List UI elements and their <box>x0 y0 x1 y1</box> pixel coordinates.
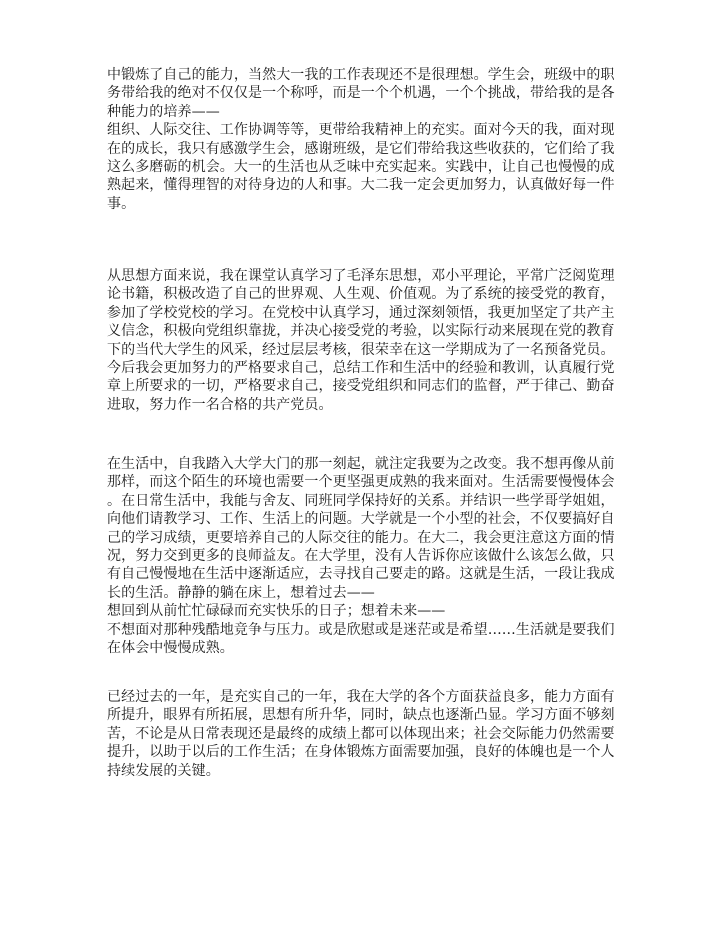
text-line: 熟起来，懂得理智的对待身边的人和事。大二我一定会更加努力，认真做好每一件 <box>107 177 615 194</box>
text-line: 进取，努力作一名合格的共产党员。 <box>107 396 333 413</box>
text-line: 长的生活。静静的躺在床上，想着过去—— <box>107 584 375 601</box>
text-line: 己的学习成绩，更要培养自己的人际交往的能力。在大二，我会更注意这方面的情 <box>107 529 615 546</box>
text-line: 从思想方面来说，我在课堂认真学习了毛泽东思想，邓小平理论，平常广泛阅览理 <box>107 268 615 284</box>
text-line: 下的当代大学生的风采，经过层层考核，很荣幸在这一学期成为了一名预备党员。 <box>107 341 615 358</box>
text-line: 事。 <box>107 195 136 212</box>
text-line: 持续发展的关键。 <box>107 762 220 779</box>
text-line: 提升，以助于以后的工作生活；在身体锻炼方面需要加强，良好的体魄也是一个人 <box>107 744 615 761</box>
text-line: 种能力的培养—— <box>107 103 220 120</box>
text-line: 那样，而这个陌生的环境也需要一个更坚强更成熟的我来面对。生活需要慢慢体会 <box>107 474 615 491</box>
text-line: 章上所要求的一切，严格要求自己，接受党组织和同志们的监督，严于律己、勤奋 <box>107 378 615 395</box>
paragraph-ideology <box>107 267 627 414</box>
text-line: 中锻炼了自己的能力，当然大一我的工作表现还不是很理想。学生会，班级中的职 <box>107 67 615 83</box>
text-line: 组织、人际交往、工作协调等等，更带给我精神上的充实。面对今天的我，面对现 <box>107 122 615 139</box>
paragraph-life <box>107 455 627 657</box>
text-line: 。在日常生活中，我能与舍友、同班同学保持好的关系。并结识一些学哥学姐姐， <box>107 492 615 509</box>
text-line: 在体会中慢慢成熟。 <box>107 640 234 657</box>
paragraph-summary <box>107 688 627 780</box>
text-line: 不想面对那种残酷地竞争与压力。或是欣慰或是迷茫或是希望……生活就是要我们 <box>107 621 615 638</box>
text-line: 今后我会更加努力的严格要求自己，总结工作和生活中的经验和教训，认真履行党 <box>107 360 615 377</box>
text-line: 况，努力交到更多的良师益友。在大学里，没有人告诉你应该做什么该怎么做，只 <box>107 548 615 565</box>
text-line: 已经过去的一年，是充实自己的一年，我在大学的各个方面获益良多，能力方面有 <box>107 689 615 705</box>
text-line: 苦，不论是从日常表现还是最终的成绩上都可以体现出来；社会交际能力仍然需要 <box>107 725 615 742</box>
text-line: 在的成长，我只有感激学生会，感谢班级，是它们带给我这些收获的，它们给了我 <box>107 140 615 157</box>
paragraph-work-experience <box>107 66 627 213</box>
text-line: 想回到从前忙忙碌碌而充实快乐的日子；想着未来—— <box>107 603 446 620</box>
text-line: 论书籍，积极改造了自己的世界观、人生观、价值观。为了系统的接受党的教育， <box>107 286 615 303</box>
text-line: 参加了学校党校的学习。在党校中认真学习，通过深刻领悟，我更加坚定了共产主 <box>107 304 615 321</box>
text-line: 向他们请教学习、工作、生活上的问题。大学就是一个小型的社会，不仅要搞好自 <box>107 511 615 528</box>
text-line: 有自己慢慢地在生活中逐渐适应，去寻找自己要走的路。这就是生活，一段让我成 <box>107 566 615 583</box>
text-line: 所提升，眼界有所拓展，思想有所升华，同时，缺点也逐渐凸显。学习方面不够刻 <box>107 707 615 724</box>
text-line: 义信念，积极向党组织靠拢，并决心接受党的考验，以实际行动来展现在党的教育 <box>107 323 615 340</box>
text-line: 在生活中，自我踏入大学大门的那一刻起，就注定我要为之改变。我不想再像从前 <box>107 456 615 472</box>
text-line: 这么多磨砺的机会。大一的生活也从乏味中充实起来。实践中，让自己也慢慢的成 <box>107 159 615 176</box>
text-line: 务带给我的绝对不仅仅是一个称呼，而是一个个机遇，一个个挑战，带给我的是各 <box>107 85 615 102</box>
